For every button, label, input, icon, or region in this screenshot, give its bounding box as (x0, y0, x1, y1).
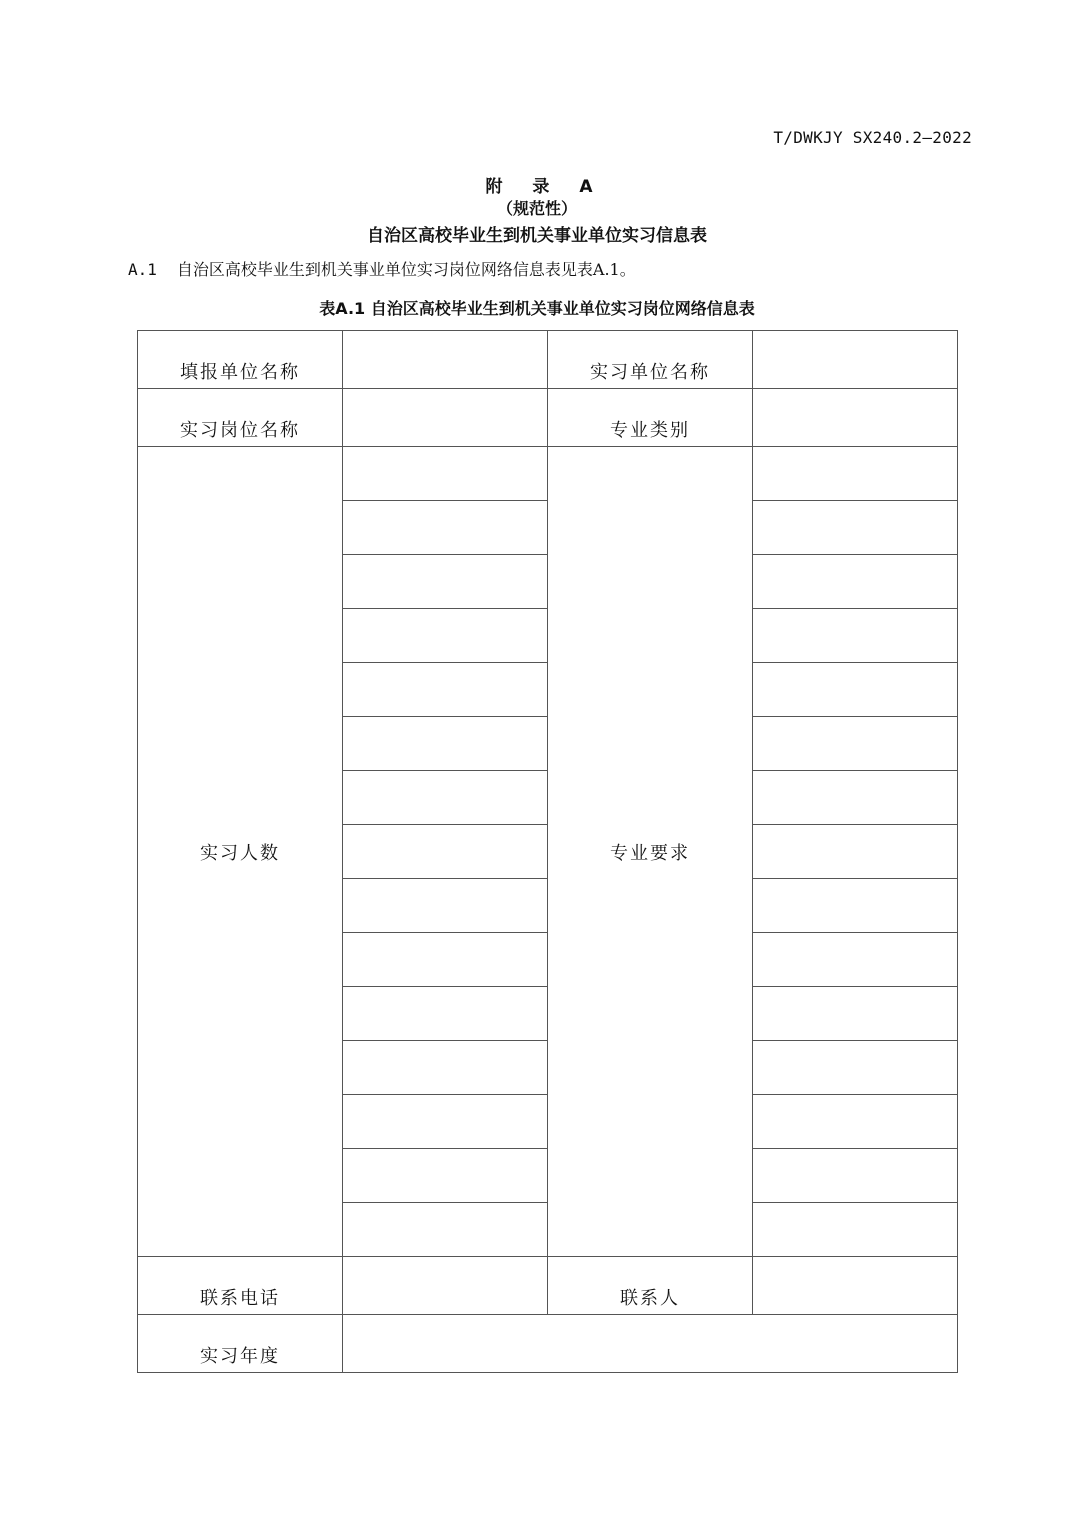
headcount-field[interactable] (343, 771, 548, 825)
standard-number: T/DWKJY SX240.2—2022 (773, 128, 972, 147)
headcount-field[interactable] (343, 879, 548, 933)
headcount-field[interactable] (343, 447, 548, 501)
year-label: 实习年度 (138, 1315, 343, 1373)
year-field[interactable] (343, 1315, 958, 1373)
headcount-field[interactable] (343, 1095, 548, 1149)
headcount-field[interactable] (343, 1203, 548, 1257)
major-category-label: 专业类别 (548, 389, 753, 447)
major-requirement-field[interactable] (753, 555, 958, 609)
table-row (138, 389, 958, 447)
major-requirement-field[interactable] (753, 1149, 958, 1203)
headcount-label: 实习人数 (138, 447, 343, 1257)
major-requirement-field[interactable] (753, 933, 958, 987)
headcount-field[interactable] (343, 1041, 548, 1095)
major-requirement-field[interactable] (753, 501, 958, 555)
major-requirement-field[interactable] (753, 447, 958, 501)
headcount-field[interactable] (343, 1149, 548, 1203)
headcount-field[interactable] (343, 501, 548, 555)
annex-type: （规范性） (496, 199, 577, 218)
annex-title: 附 录 A (485, 177, 605, 197)
contact-field[interactable] (753, 1257, 958, 1315)
headcount-field[interactable] (343, 609, 548, 663)
fill-unit-label: 填报单位名称 (138, 331, 343, 389)
major-requirement-field[interactable] (753, 609, 958, 663)
headcount-field[interactable] (343, 717, 548, 771)
clause-number: A.1 (128, 260, 157, 279)
headcount-field[interactable] (343, 663, 548, 717)
clause-a1 (128, 257, 636, 280)
intern-unit-field[interactable] (753, 331, 958, 389)
position-label: 实习岗位名称 (138, 389, 343, 447)
phone-field[interactable] (343, 1257, 548, 1315)
headcount-field[interactable] (343, 555, 548, 609)
table-row (138, 1257, 958, 1315)
major-requirement-field[interactable] (753, 717, 958, 771)
intern-unit-label: 实习单位名称 (548, 331, 753, 389)
info-table (137, 330, 958, 1373)
contact-label: 联系人 (548, 1257, 753, 1315)
annex-name: 自治区高校毕业生到机关事业单位实习信息表 (367, 226, 707, 246)
table-row (138, 331, 958, 389)
position-field[interactable] (343, 389, 548, 447)
table-row (138, 447, 958, 501)
major-requirement-field[interactable] (753, 1041, 958, 1095)
clause-text: 自治区高校毕业生到机关事业单位实习岗位网络信息表见表A.1。 (176, 260, 636, 279)
major-requirement-field[interactable] (753, 825, 958, 879)
major-requirement-field[interactable] (753, 987, 958, 1041)
phone-label: 联系电话 (138, 1257, 343, 1315)
major-requirement-label: 专业要求 (548, 447, 753, 1257)
major-requirement-field[interactable] (753, 663, 958, 717)
headcount-field[interactable] (343, 933, 548, 987)
major-requirement-field[interactable] (753, 771, 958, 825)
headcount-field[interactable] (343, 987, 548, 1041)
table-caption: 表A.1 自治区高校毕业生到机关事业单位实习岗位网络信息表 (319, 299, 755, 318)
major-category-field[interactable] (753, 389, 958, 447)
major-requirement-field[interactable] (753, 879, 958, 933)
fill-unit-field[interactable] (343, 331, 548, 389)
table-row (138, 1315, 958, 1373)
major-requirement-field[interactable] (753, 1203, 958, 1257)
headcount-field[interactable] (343, 825, 548, 879)
major-requirement-field[interactable] (753, 1095, 958, 1149)
